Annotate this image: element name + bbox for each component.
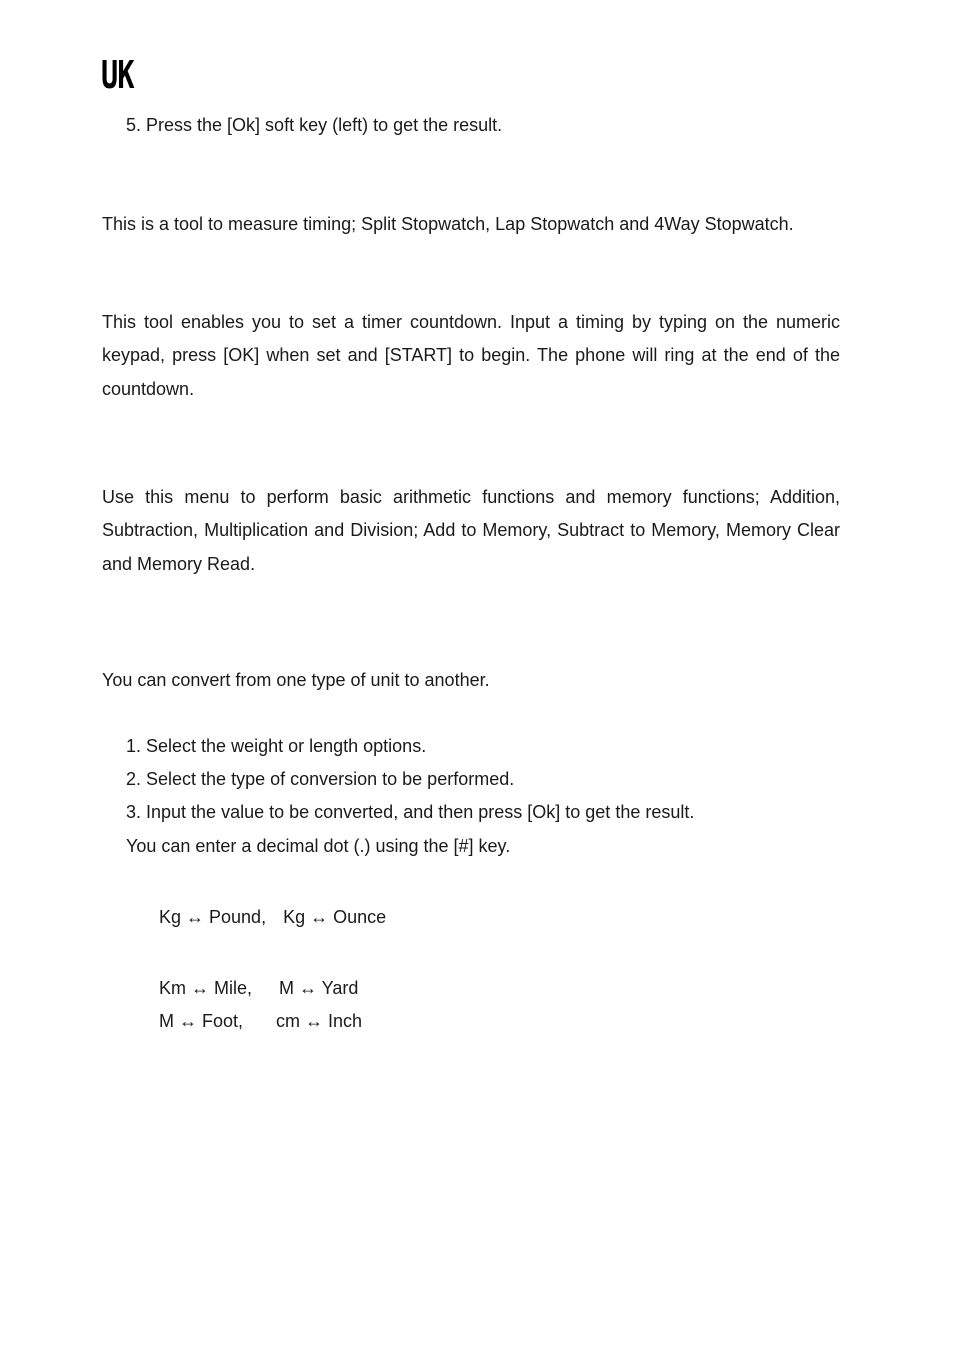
weight-units-row (159, 908, 386, 926)
converter-step-1: 1. Select the weight or length options. (126, 736, 427, 756)
weight-unit-kg-ounce: Kg ↔ Ounce (283, 907, 387, 927)
length-unit-km-mile: Km ↔ Mile, (159, 978, 253, 998)
converter-step-2: 2. Select the type of conversion to be performed. (126, 769, 515, 789)
converter-intro: You can convert from one type of unit to another. (102, 670, 490, 690)
language-mark: UK (101, 53, 134, 97)
step-5: 5. Press the [Ok] soft key (left) to get the result. (126, 115, 503, 135)
length-unit-cm-inch: cm ↔ Inch (276, 1011, 363, 1031)
converter-step-3: 3. Input the value to be converted, and then press [Ok] to get the result. (126, 802, 695, 822)
weight-unit-kg-pound: Kg ↔ Pound, (159, 907, 267, 927)
timer-description: This tool enables you to set a timer countdown. Input a timing by typing on the numeric keypad, press [OK] when set and [START] to begin. The phone will ring at the end of the countdown. (102, 312, 840, 399)
stopwatch-description: This is a tool to measure timing; Split Stopwatch, Lap Stopwatch and 4Way Stopwatch. (102, 214, 794, 234)
calculator-description: Use this menu to perform basic arithmetic functions and memory functions; Addition, Subtraction, Multiplication and Division; Add to Memory, Subtract to Memory, Memory Clear and Memory Read. (102, 487, 840, 574)
length-units-row-1 (159, 979, 358, 997)
length-units-row-2 (159, 1012, 362, 1030)
length-unit-m-yard: M ↔ Yard (279, 978, 359, 998)
length-unit-m-foot: M ↔ Foot, (159, 1011, 244, 1031)
decimal-note: You can enter a decimal dot (.) using the [#] key. (126, 836, 511, 856)
